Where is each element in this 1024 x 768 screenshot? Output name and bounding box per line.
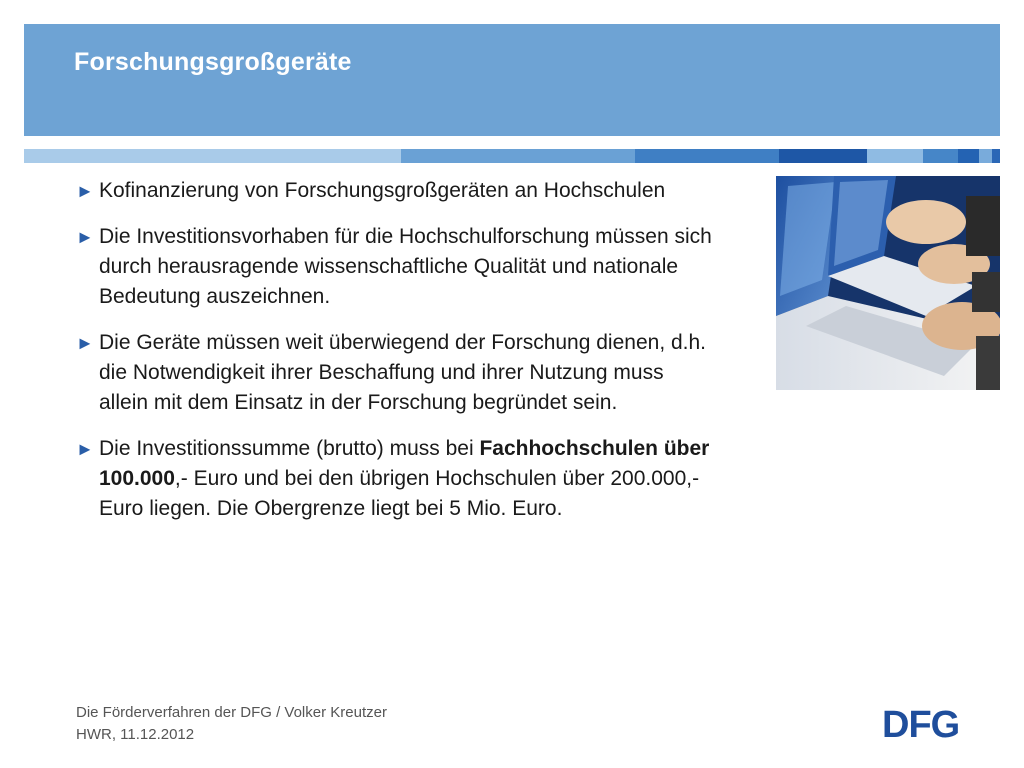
laptop-typing-illustration bbox=[776, 176, 1000, 390]
stripe-segment bbox=[979, 149, 992, 163]
stripe-segment bbox=[779, 149, 868, 163]
bullet-item bbox=[76, 434, 716, 524]
bullet-text: ,- Euro und bei den übrigen Hochschulen über 200.000,- Euro liegen. Die Obergrenze liegt bei 5 Mio. Euro. bbox=[99, 467, 700, 520]
bullet-text: Die Investitionssumme (brutto) muss bei bbox=[99, 437, 480, 460]
dfg-logo: DFG bbox=[882, 704, 960, 746]
title-bar bbox=[24, 24, 1000, 136]
decorative-stripe bbox=[24, 149, 1000, 163]
stripe-segment bbox=[923, 149, 958, 163]
bullet-text: Die Geräte müssen weit überwiegend der Forschung dienen, d.h. die Notwendigkeit ihrer Beschaffung und ihrer Nutzung muss allein mit dem Einsatz in der Forschung begründet sein. bbox=[99, 331, 707, 414]
laptop-typing-photo bbox=[776, 176, 1000, 390]
bullet-item bbox=[76, 222, 716, 312]
bullet-list bbox=[76, 176, 716, 540]
stripe-segment bbox=[992, 149, 1000, 163]
stripe-segment bbox=[867, 149, 922, 163]
stripe-segment bbox=[958, 149, 979, 163]
arrow-bullet-icon: ► bbox=[76, 333, 94, 353]
slide-title: Forschungsgroßgeräte bbox=[74, 48, 352, 76]
arrow-bullet-icon: ► bbox=[76, 181, 94, 201]
footer-date: HWR, 11.12.2012 bbox=[76, 726, 195, 743]
bullet-text: Kofinanzierung von Forschungsgroßgeräten an Hochschulen bbox=[99, 179, 666, 202]
bullet-text-bold: Fachhochschulen über 100.000 bbox=[99, 437, 710, 490]
stripe-segment bbox=[635, 149, 779, 163]
footer bbox=[76, 702, 387, 746]
stripe-segment bbox=[401, 149, 634, 163]
bullet-item bbox=[76, 328, 716, 418]
footer-presentation-info: Die Förderverfahren der DFG / Volker Kreutzer bbox=[76, 704, 387, 721]
arrow-bullet-icon: ► bbox=[76, 227, 94, 247]
bullet-text: Die Investitionsvorhaben für die Hochschulforschung müssen sich durch herausragende wissenschaftliche Qualität und nationale Bedeutung auszeichnen. bbox=[99, 225, 712, 308]
arrow-bullet-icon: ► bbox=[76, 439, 94, 459]
bullet-item bbox=[76, 176, 716, 206]
stripe-segment bbox=[24, 149, 401, 163]
